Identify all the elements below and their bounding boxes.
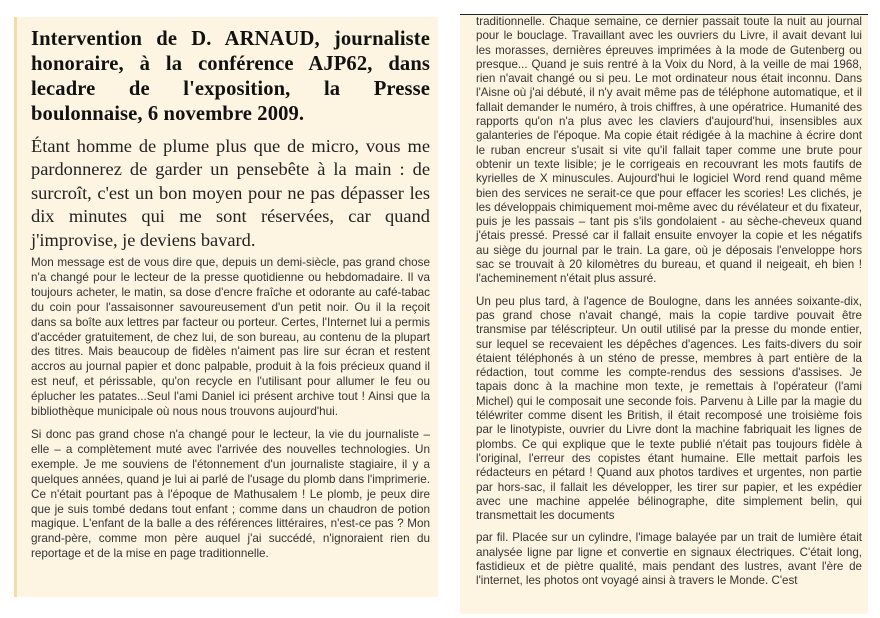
article-title: Intervention de D. ARNAUD, journaliste honoraire, à la conférence AJP62, dans lecadre de l'exposition, la Presse boulonnaise, 6 novembre 2009. (31, 28, 430, 125)
body-paragraph: Si donc pas grand chose n'a changé pour le lecteur, la vie du journaliste – elle – a complètement muté avec l'arrivée des nouvelles technologies. Un exemple. Je me souviens de l'étonnement d'un journaliste stagiaire, il y a quelques années, quand je lui ai parlé de l'usage du plomb dans l'imprimerie. Ce n'était pourtant pas à l'époque de Mathusalem ! Le plomb, je peux dire que je suis tombé dedans tout enfant ; comme dans un chaudron de potion magique. L'enfant de la balle a des références littéraires, n'est-ce pas ? Mon grand-père, comme mon père auquel j'ai succédé, n'ignoraient rien du reportage et de la mise en page traditionnelle. (31, 428, 430, 561)
body-paragraph: traditionnelle. Chaque semaine, ce dernier passait toute la nuit au journal pour le bouclage. Travaillant avec les ouvriers du Livre, il avait devant lui les morasses, dernières épreuves imprimées à la mode de Gutenberg ou presque... Quand je suis rentré à la Voix du Nord, à la veille de mai 1968, rien n'avait changé ou si peu. Le mot ordinateur nous était inconnu. Dans l'Aisne où j'ai débuté, il n'y avait même pas de téléphone automatique, et il fallait demander le numéro, à trois chiffres, à une opératrice. Humanité des rapports qu'on n'a plus avec les claviers d'aujourd'hui, insensibles aux galanteries de l'époque. Ma copie était rédigée à la machine à écrire dont le ruban encreur s'usait si vite qu'il fallait taper comme une brute pour obtenir un texte lisible; je le corrigeais en recouvrant les mots fautifs de kyrielles de X minuscules. Aujourd'hui le logiciel Word rend quand même bien des services ne serait-ce que pour effacer les scories! Les clichés, je les développais chimiquement moi-même avec du révélateur et du fixateur, puis je les passais – tant pis s'ils gondolaient - au sèche-cheveux quand j'étais pressé. Pressé car il fallait ensuite envoyer la copie et les négatifs au siège du journal par le train. La gare, où je déposais l'enveloppe hors sac se trouvait à 20 kilomètres du bureau, et quand il neigeait, eh bien ! l'acheminement n'était plus assuré. (476, 15, 862, 286)
body-paragraph: par fil. Placée sur un cylindre, l'image balayée par un trait de lumière était analysée ligne par ligne et convertie en signaux électriques. C'était long, fastidieux et de piètre qualité, mais pendant des lustres, avant l'ère de l'internet, les photos ont voyagé ainsi à travers le Monde. C'est (476, 531, 862, 588)
left-column (14, 17, 438, 597)
body-paragraph: Un peu plus tard, à l'agence de Boulogne, dans les années soixante-dix, pas grand chose n'avait changé, mais la copie tardive pouvait être transmise par téléscripteur. Un outil utilisé par la presse du monde entier, sur lequel se recevaient les dépêches d'agences. Les faits-divers du soir étaient téléphonés à un sténo de presse, membres à part entière de la rédaction, tout comme les compte-rendus des sessions d'assises. Je tapais donc à la machine mon texte, je remettais à l'opérateur (l'ami Michel) qui le composait une seconde fois. Parvenu à Lille par la magie du téléwriter comme disent les British, il était recomposé une troisième fois par le linotypiste, ouvrier du Livre dont la machine fabriquait les lignes de plombs. Ce qui explique que le texte publié n'était pas toujours fidèle à l'original, l'erreur des copistes étant humaine. Elle mettait parfois les rédacteurs en pétard ! Quand aux photos tardives et urgentes, non partie par hors-sac, il fallait les développer, les tirer sur papier, et les expédier avec une machine appelée bélinographe, dite simplement belin, qui transmettait les documents (476, 294, 862, 523)
intro-paragraph: Étant homme de plume plus que de micro, vous me pardonnerez de garder un pensebête à la main : de surcroît, c'est un bon moyen pour ne pas dépasser les dix minutes qui me sont réservées, car quand j'improvise, je deviens bavard. (31, 136, 430, 250)
right-column (460, 14, 868, 614)
body-paragraph: Mon message est de vous dire que, depuis un demi-siècle, pas grand chose n'a changé pour le lecteur de la presse quotidienne ou hebdomadaire. Il va toujours acheter, le matin, sa dose d'encre fraîche et odorante au café-tabac du coin pour l'assaisonner savoureusement d'un petit noir. Ou il la reçoit dans sa boîte aux lettres par facteur ou porteur. Certes, l'Internet lui a permis d'accéder gratuitement, de chez lui, de son bureau, au contenu de la plupart des titres. Mais beaucoup de fidèles n'aiment pas lire sur écran et restent accros au journal papier et donc palpable, produit à la fois précieux quand il est neuf, et périssable, qu'on recycle en l'utilisant pour allumer le feu ou éplucher les patates...Seul l'ami Daniel ici présent archive tout ! Ainsi que la bibliothèque municipale où nous nous trouvons aujourd'hui. (31, 256, 430, 419)
